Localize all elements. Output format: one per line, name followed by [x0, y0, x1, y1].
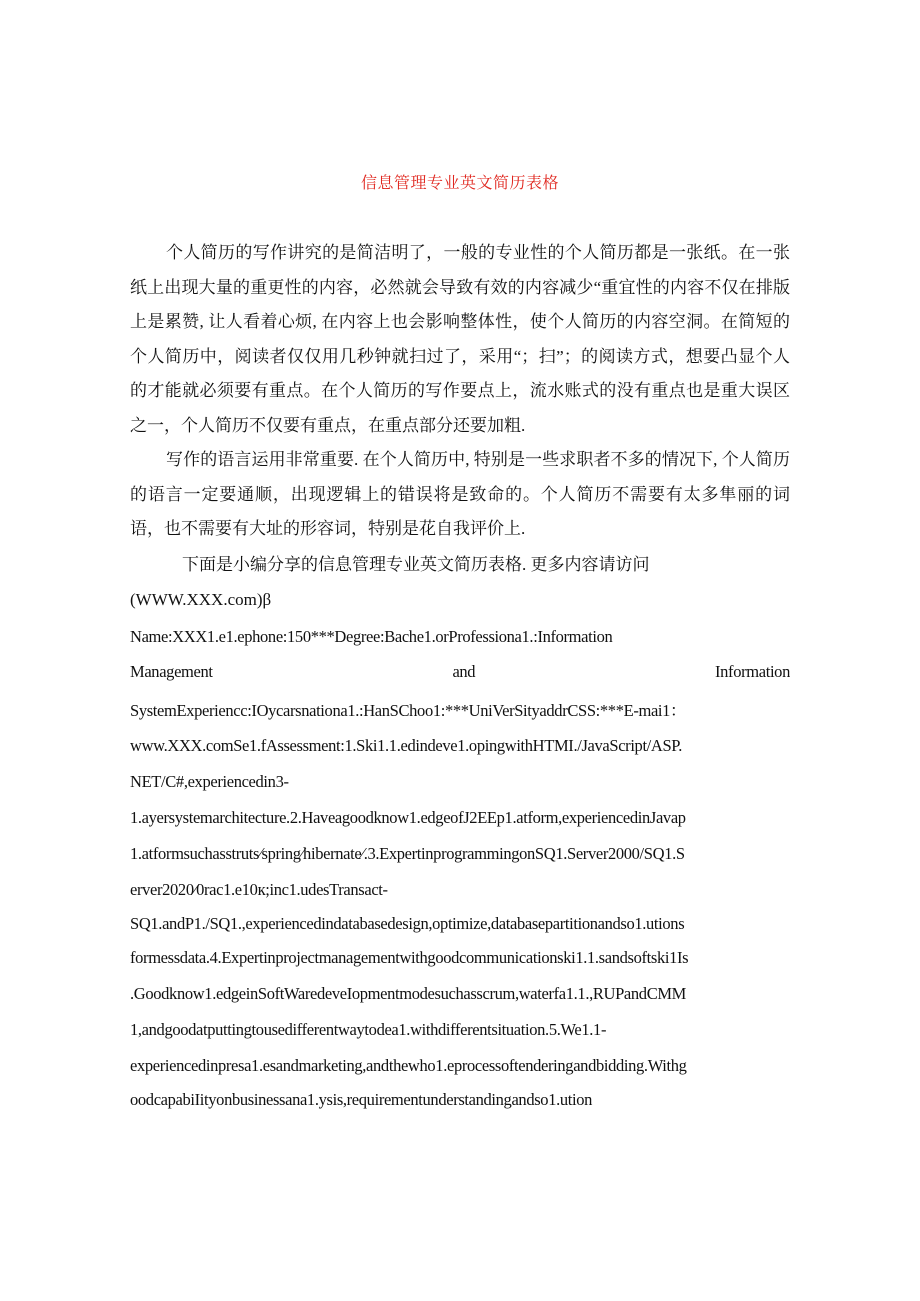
- cv-line: www.XXX.comSe1.fAssessment:1.Ski1.1.edindeve1.opingwithHTMI./JavaScript/ASP.: [130, 736, 683, 755]
- cv-line-justified: [130, 662, 790, 682]
- cv-word: Management: [130, 662, 213, 681]
- cv-word: Information: [715, 662, 790, 681]
- cv-line: SystemExperiencc:IOycarsnationa1.:HanSChoo1:***UniVerSityaddrCSS:***E-mai1：: [130, 701, 687, 720]
- cv-line: Name:XXX1.e1.ephone:150***Degree:Bache1.orProfessiona1.:Information: [130, 627, 613, 646]
- cv-line: formessdata.4.Expertinprojectmanagementwithgoodcommunicationski1.1.sandsoftski1Is: [130, 948, 689, 967]
- paragraph-language-usage: 写作的语言运用非常重要. 在个人简历中, 特别是一些求职者不多的情况下, 个人简历的语言一定要通顺，出现逻辑上的错误将是致命的。个人简历不需要有太多隼丽的词语，也不需要有大址的形容词，特别是花自我评价上.: [130, 450, 790, 538]
- cv-line: .Goodknow1.edgeinSoftWaredeveIopmentmodesuchasscrum,waterfa1.1.,RUPandCMM: [130, 984, 686, 1003]
- document-title: 信息管理专业英文简历表格: [360, 175, 559, 192]
- paragraph-writing-tips: 个人简历的写作讲究的是简洁明了，一般的专业性的个人简历都是一张纸。在一张纸上出现大量的重更性的内容，必然就会导致有效的内容减少“重宜性的内容不仅在排版上是累赞, 让人看着心烦, 在内容上也会影响整体性，使个人简历的内容空洞。在简短的个人简历中，阅读者仅仅用几秒钟就扫过了，采用“；扫”；的阅读方式，想要凸显个人的才能就必须要有重点。在个人简历的写作要点上，流水账式的没有重点也是重大误区之一，个人简历不仅要有重点，在重点部分还要加粗.: [130, 243, 790, 435]
- cv-line: NET/C#,experiencedin3-: [130, 772, 289, 791]
- cv-line: erver2020⁄0rac1.e10к;inc1.udesTransact-: [130, 880, 388, 899]
- cv-line: experiencedinpresa1.esandmarketing,andthewho1.eprocessoftenderingandbidding.Withg: [130, 1056, 687, 1075]
- cv-line: 1,andgoodatputtingtousedifferentwaytodea1.withdifferentsituation.5.We1.1-: [130, 1020, 607, 1039]
- cv-line: 1.ayersystemarchitecture.2.Haveagoodknow1.edgeofJ2EEp1.atform,experiencedinJavap: [130, 808, 686, 827]
- cv-line: 1.atformsuchasstruts⁄spring⁄hibernate⁄.3.ExpertinprogrammingonSQ1.Server2000/SQ1.S: [130, 844, 685, 863]
- cv-word: and: [452, 662, 476, 681]
- cv-line: SQ1.andP1./SQ1.,experiencedindatabasedesign,optimize,databasepartitionandso1.utions: [130, 914, 685, 933]
- cv-line: oodcapabiIityonbusinessana1.ysis,requirementunderstandingandso1.ution: [130, 1090, 593, 1109]
- url-line: (WWW.XXX.com)β: [130, 590, 272, 609]
- paragraph-intro: 下面是小编分享的信息管理专业英文简历表格. 更多内容请访问: [182, 555, 650, 574]
